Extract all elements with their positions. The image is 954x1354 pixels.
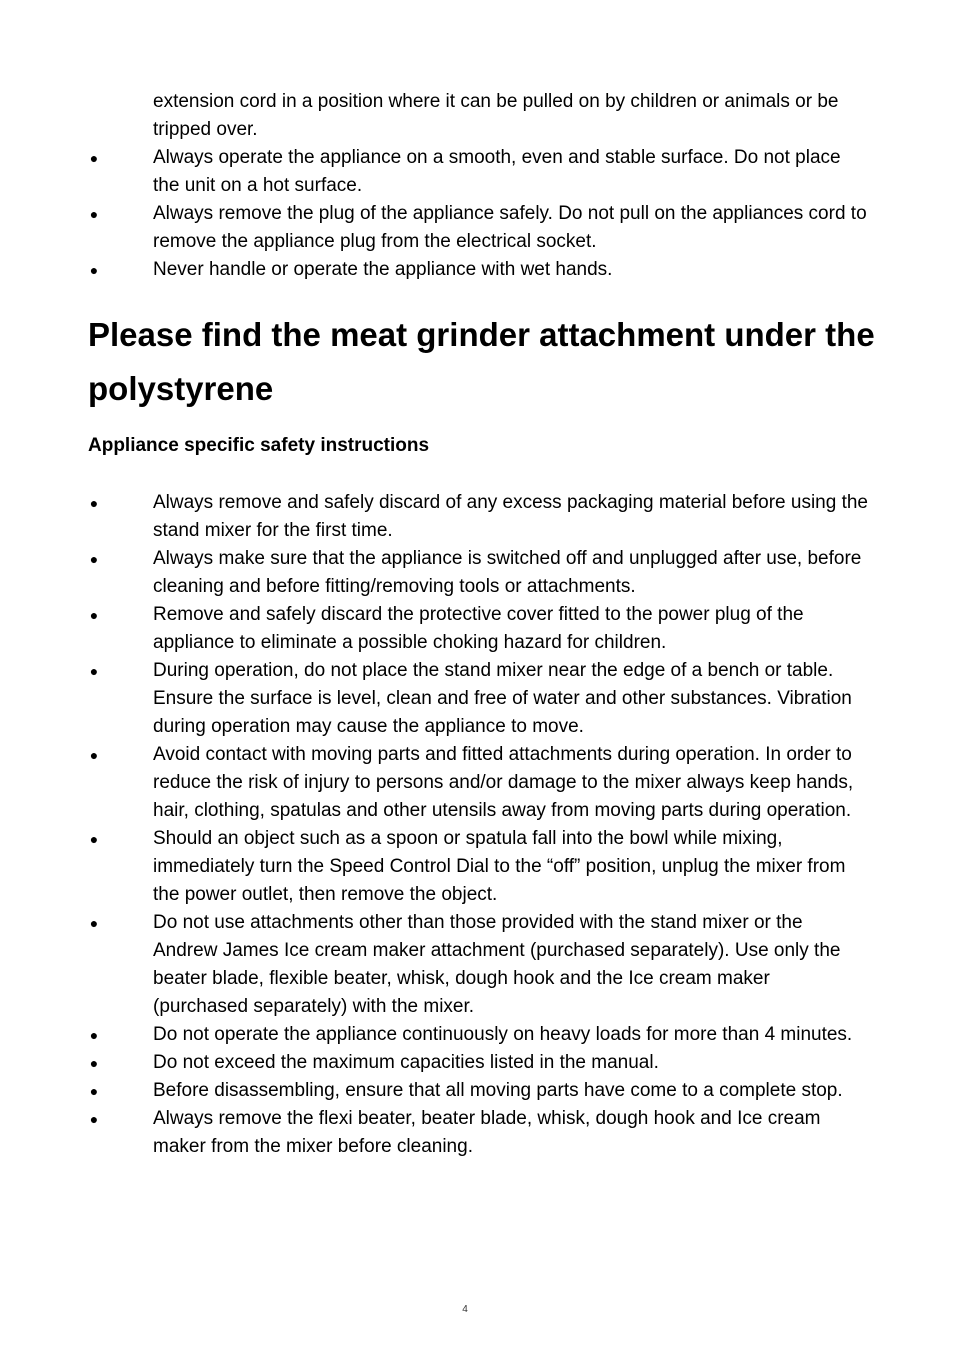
- list-item-text: Before disassembling, ensure that all moving parts have come to a complete stop.: [153, 1080, 843, 1101]
- list-item: [0, 741, 954, 825]
- list-item-text: Always make sure that the appliance is switched off and unplugged after use, before cleaning and before fitting/removing tools or attachments.: [153, 548, 862, 597]
- bullet-icon: ●: [89, 206, 99, 222]
- list-item-text: Never handle or operate the appliance with wet hands.: [153, 259, 613, 280]
- section-subheading: Appliance specific safety instructions: [88, 435, 430, 456]
- list-item-text: Avoid contact with moving parts and fitted attachments during operation. In order to reduce the risk of injury to persons and/or damage to the mixer always keep hands, hair, clothing, spatulas and other utensils away from moving parts during operation.: [153, 744, 854, 821]
- list-item: [0, 601, 954, 657]
- list-item: [0, 1077, 954, 1105]
- bullet-icon: ●: [89, 831, 99, 847]
- bullet-icon: ●: [89, 663, 99, 679]
- bullet-icon: ●: [89, 150, 99, 166]
- list-item: [0, 489, 954, 545]
- bullet-icon: ●: [89, 551, 99, 567]
- intro-continuation-text: extension cord in a position where it can be pulled on by children or animals or be tripped over.: [153, 91, 839, 140]
- list-item: [0, 256, 954, 284]
- page-heading: Please find the meat grinder attachment under the polystyrene: [88, 316, 875, 407]
- safety-bullet-list: [0, 489, 954, 1161]
- list-item-text: Should an object such as a spoon or spatula fall into the bowl while mixing, immediately turn the Speed Control Dial to the “off” position, unplug the mixer from the power outlet, then remove the object.: [153, 828, 846, 905]
- page-number: 4: [462, 1304, 468, 1315]
- list-item-text: Always remove the plug of the appliance safely. Do not pull on the appliances cord to remove the appliance plug from the electrical socket.: [153, 203, 867, 252]
- bullet-icon: ●: [89, 607, 99, 623]
- bullet-icon: ●: [89, 262, 99, 278]
- list-item-text: Always operate the appliance on a smooth, even and stable surface. Do not place the unit on a hot surface.: [153, 147, 841, 196]
- list-item: [0, 1049, 954, 1077]
- bullet-icon: ●: [89, 1111, 99, 1127]
- list-item-text: During operation, do not place the stand mixer near the edge of a bench or table. Ensure the surface is level, clean and free of water and other substances. Vibration during operation may cause the appliance to move.: [153, 660, 852, 737]
- bullet-icon: ●: [89, 495, 99, 511]
- list-item-text: Remove and safely discard the protective cover fitted to the power plug of the appliance to eliminate a possible choking hazard for children.: [153, 604, 804, 653]
- bullet-icon: ●: [89, 1055, 99, 1071]
- list-item-text: Do not operate the appliance continuously on heavy loads for more than 4 minutes.: [153, 1024, 853, 1045]
- list-item: [0, 909, 954, 1021]
- list-item: [0, 1021, 954, 1049]
- list-item-text: Always remove and safely discard of any excess packaging material before using the stand mixer for the first time.: [153, 492, 868, 541]
- list-item-text: Do not use attachments other than those provided with the stand mixer or the Andrew James Ice cream maker attachment (purchased separately). Use only the beater blade, flexible beater, whisk, dough hook and the Ice cream maker (purchased separately) with the mixer.: [153, 912, 841, 1017]
- list-item: [0, 545, 954, 601]
- bullet-icon: ●: [89, 747, 99, 763]
- bullet-icon: ●: [89, 1083, 99, 1099]
- list-item: [0, 657, 954, 741]
- list-item: [0, 200, 954, 256]
- list-item: [0, 825, 954, 909]
- list-item: [0, 144, 954, 200]
- list-item-text: Do not exceed the maximum capacities listed in the manual.: [153, 1052, 659, 1073]
- safety-section: [0, 489, 954, 1161]
- intro-bullet-list: [0, 144, 954, 284]
- list-item-text: Always remove the flexi beater, beater blade, whisk, dough hook and Ice cream maker from the mixer before cleaning.: [153, 1108, 821, 1157]
- bullet-icon: ●: [89, 1027, 99, 1043]
- bullet-icon: ●: [89, 915, 99, 931]
- list-item: [0, 1105, 954, 1161]
- intro-section: [0, 88, 954, 284]
